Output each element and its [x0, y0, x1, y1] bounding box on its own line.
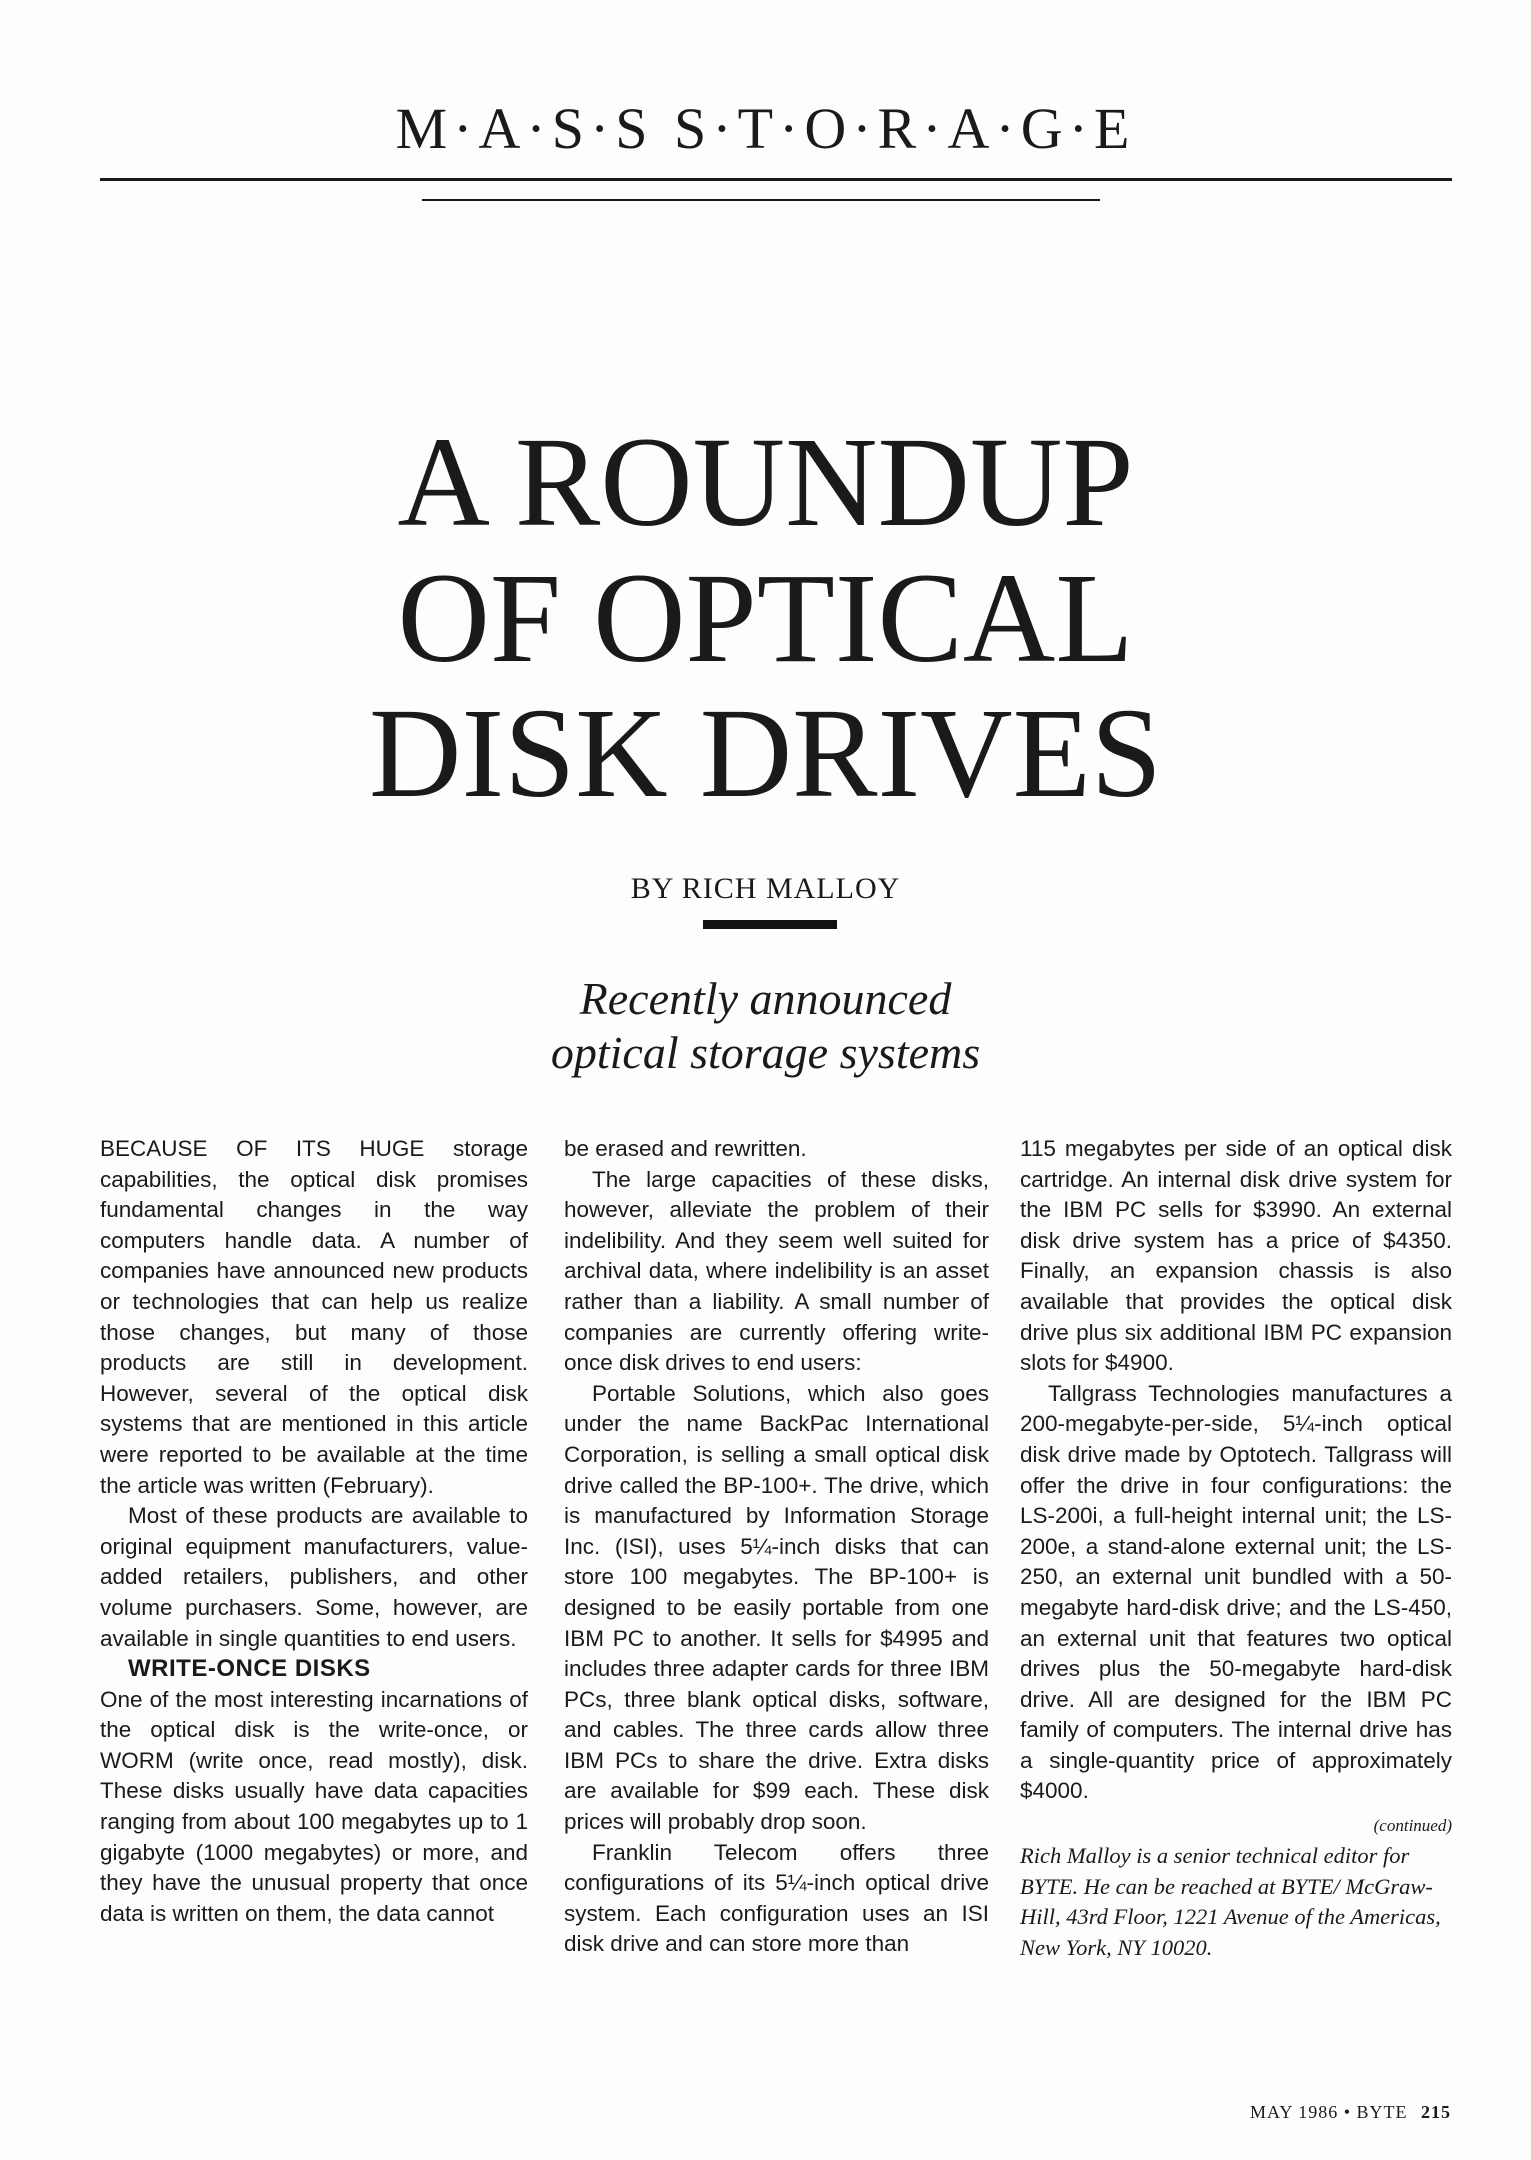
continued-label: (continued) — [1373, 1816, 1452, 1836]
header-rule-thick — [100, 178, 1452, 181]
byline-bar — [703, 920, 837, 929]
paragraph: The large capacities of these disks, however, alleviate the problem of their indelibility. And they seem well suited for archival data, where indelibility is an asset rather than a liability. A small number of companies are currently offering write-once disk drives to end users: — [564, 1166, 989, 1376]
paragraph: Tallgrass Technologies manufactures a 200-megabyte-per-side, 5¼-inch optical disk drive made by Optotech. Tallgrass will offer the drive in four configurations: the LS-200i, a full-height internal unit; the LS-200e, a stand-alone external unit; the LS-250, an external unit bundled with a 50-megabyte hard-disk drive; and the LS-450, an external unit that features two optical drives plus the 50-megabyte hard-disk drive. All are designed for the IBM PC family of computers. The internal drive has a single-quantity price of approximately $4000. — [1020, 1380, 1452, 1804]
article-deck — [0, 972, 1531, 1081]
header-rule-thin — [422, 199, 1100, 201]
column-2 — [564, 1134, 989, 1960]
section-header: M·A·S·S S·T·O·R·A·G·E — [395, 96, 1136, 161]
column-3 — [1020, 1134, 1452, 1963]
paragraph: One of the most interesting incarnations of the optical disk is the write-once, or WORM (write once, read mostly), disk. These disks usually have data capacities ranging from about 100 megabytes up to 1 gigabyte (1000 megabytes) or more, and they have the unusual property that once data is written on them, the data cannot — [100, 1686, 528, 1926]
title-line-3: DISK DRIVES — [369, 682, 1162, 825]
deck-line-1: Recently announced — [579, 973, 952, 1024]
paragraph: Portable Solutions, which also goes under the name BackPac International Corporation, is selling a small optical disk drive called the BP-100+. The drive, which is manufactured by Information Storage Inc. (ISI), uses 5¼-inch disks that can store 100 megabytes. The BP-100+ is designed to be easily portable from one IBM PC to another. It sells for $4995 and includes three adapter cards for three IBM PCs, three blank optical disks, software, and cables. The three cards allow three IBM PCs to share the drive. Extra disks are available for $99 each. These disk prices will probably drop soon. — [564, 1380, 989, 1835]
title-line-2: OF OPTICAL — [397, 546, 1134, 689]
paragraph: be erased and rewritten. — [564, 1136, 807, 1161]
deck-line-2: optical storage systems — [550, 1027, 981, 1079]
byline: BY RICH MALLOY — [630, 872, 901, 905]
article-title — [0, 411, 1531, 825]
footer-issue: MAY 1986 • BYTE — [1250, 2102, 1408, 2122]
page-number: 215 — [1421, 2102, 1451, 2122]
page-footer — [1250, 2102, 1451, 2123]
subheading-write-once: WRITE-ONCE DISKS — [128, 1655, 371, 1683]
title-line-1: A ROUNDUP — [397, 411, 1134, 553]
paragraph: 115 megabytes per side of an optical disk cartridge. An internal disk drive system for the IBM PC sells for $3990. An external disk drive system has a price of $4350. Finally, an expansion chassis is also available that provides the optical disk drive plus six additional IBM PC expansion slots for $4900. — [1020, 1136, 1452, 1376]
paragraph: Franklin Telecom offers three configurations of its 5¼-inch optical drive system. Each configuration uses an ISI disk drive and can store more than — [564, 1839, 989, 1957]
paragraph: BECAUSE OF ITS HUGE storage capabilities, the optical disk promises fundamental changes in the way computers handle data. A number of companies have announced new products or technologies that can help us realize those changes, but many of those products are still in development. However, several of the optical disk systems that are mentioned in this article were reported to be available at the time the article was written (February). — [100, 1136, 528, 1498]
column-1 — [100, 1134, 528, 1929]
author-bio: Rich Malloy is a senior technical editor for BYTE. He can be reached at BYTE/ McGraw-Hill, 43rd Floor, 1221 Avenue of the Americas, New York, NY 10020. — [1020, 1843, 1441, 1960]
paragraph: Most of these products are available to original equipment manufacturers, value-added retailers, publishers, and other volume purchasers. Some, however, are available in single quantities to end users. — [100, 1503, 528, 1651]
